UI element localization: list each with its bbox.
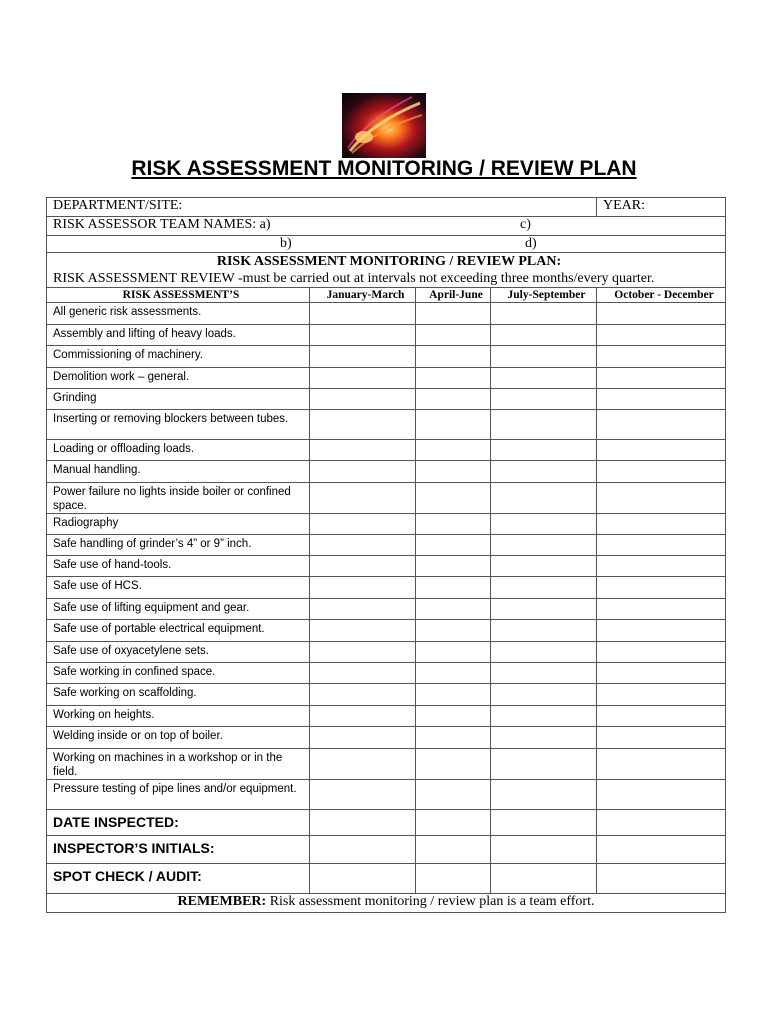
risk-assessment-item: Safe use of portable electrical equipment. <box>47 620 310 642</box>
checkbox-cell-q4[interactable] <box>597 663 726 684</box>
date-inspected-label: DATE INSPECTED: <box>47 810 310 836</box>
checkbox-cell-q4[interactable] <box>597 346 726 368</box>
checkbox-cell-q1[interactable] <box>310 642 416 663</box>
checkbox-cell-q4[interactable] <box>597 706 726 727</box>
checkbox-cell-q3[interactable] <box>491 325 597 346</box>
risk-assessment-item: Commissioning of machinery. <box>47 346 310 368</box>
table-row <box>47 599 726 620</box>
checkbox-cell-q3[interactable] <box>491 663 597 684</box>
checkbox-cell-q1[interactable] <box>310 346 416 368</box>
checkbox-cell-q3[interactable] <box>491 577 597 599</box>
checkbox-cell-q2[interactable] <box>416 410 491 440</box>
checkbox-cell-q2[interactable] <box>416 556 491 577</box>
checkbox-cell-q2[interactable] <box>416 346 491 368</box>
team-label: RISK ASSESSOR TEAM NAMES: a) <box>53 217 271 232</box>
checkbox-cell-q3[interactable] <box>491 706 597 727</box>
checkbox-cell-q4[interactable] <box>597 642 726 663</box>
spot-check-row <box>47 864 726 894</box>
checkbox-cell-q1[interactable] <box>310 410 416 440</box>
checkbox-cell-q1[interactable] <box>310 620 416 642</box>
checkbox-cell-q1[interactable] <box>310 483 416 514</box>
risk-assessment-item: Safe use of hand-tools. <box>47 556 310 577</box>
company-logo <box>342 93 426 158</box>
table-row <box>47 706 726 727</box>
checkbox-cell-q2[interactable] <box>416 620 491 642</box>
checkbox-cell-q3[interactable] <box>491 535 597 556</box>
plan-heading-cell <box>47 253 726 288</box>
checkbox-cell-q4[interactable] <box>597 325 726 346</box>
risk-assessment-item: Radiography <box>47 514 310 535</box>
table-row <box>47 514 726 535</box>
checkbox-cell-q1[interactable] <box>310 556 416 577</box>
team-row-2 <box>47 236 726 253</box>
checkbox-cell-q3[interactable] <box>491 514 597 535</box>
checkbox-cell-q3[interactable] <box>491 461 597 483</box>
table-row <box>47 461 726 483</box>
table-row <box>47 577 726 599</box>
checkbox-cell-q2[interactable] <box>416 535 491 556</box>
team-b-label: b) <box>280 236 292 251</box>
checkbox-cell-q3[interactable] <box>491 346 597 368</box>
risk-assessment-item: Demolition work – general. <box>47 368 310 389</box>
inspector-initials-cell-q3[interactable] <box>491 836 597 864</box>
table-row <box>47 303 726 325</box>
checkbox-cell-q4[interactable] <box>597 749 726 780</box>
department-field[interactable]: DEPARTMENT/SITE: <box>47 198 597 217</box>
inspector-initials-label: INSPECTOR’S INITIALS: <box>47 836 310 864</box>
table-row <box>47 368 726 389</box>
checkbox-cell-q2[interactable] <box>416 727 491 749</box>
risk-assessment-item: Assembly and lifting of heavy loads. <box>47 325 310 346</box>
checkbox-cell-q3[interactable] <box>491 303 597 325</box>
team-names-field-2[interactable] <box>47 236 726 253</box>
date-inspected-cell-q2[interactable] <box>416 810 491 836</box>
checkbox-cell-q4[interactable] <box>597 483 726 514</box>
checkbox-cell-q4[interactable] <box>597 620 726 642</box>
checkbox-cell-q4[interactable] <box>597 556 726 577</box>
column-header-q2: April-June <box>416 288 491 303</box>
checkbox-cell-q4[interactable] <box>597 410 726 440</box>
review-plan-table <box>46 197 726 913</box>
page-title: RISK ASSESSMENT MONITORING / REVIEW PLAN <box>131 157 637 180</box>
team-names-field[interactable] <box>47 217 726 236</box>
risk-assessment-item: All generic risk assessments. <box>47 303 310 325</box>
checkbox-cell-q3[interactable] <box>491 389 597 410</box>
column-header-q1: January-March <box>310 288 416 303</box>
checkbox-cell-q1[interactable] <box>310 749 416 780</box>
checkbox-cell-q4[interactable] <box>597 727 726 749</box>
checkbox-cell-q1[interactable] <box>310 663 416 684</box>
inspector-initials-cell-q2[interactable] <box>416 836 491 864</box>
spot-check-cell-q4[interactable] <box>597 864 726 894</box>
department-row <box>47 198 726 217</box>
checkbox-cell-q1[interactable] <box>310 577 416 599</box>
table-row <box>47 684 726 706</box>
table-row <box>47 535 726 556</box>
table-row <box>47 642 726 663</box>
risk-assessment-item: Welding inside or on top of boiler. <box>47 727 310 749</box>
remember-label: REMEMBER: <box>177 894 267 909</box>
risk-assessment-item: Inserting or removing blockers between tubes. <box>47 410 310 440</box>
checkbox-cell-q3[interactable] <box>491 727 597 749</box>
checkbox-cell-q2[interactable] <box>416 663 491 684</box>
checkbox-cell-q3[interactable] <box>491 440 597 461</box>
remember-text: Risk assessment monitoring / review plan is a team effort. <box>266 894 595 909</box>
checkbox-cell-q1[interactable] <box>310 727 416 749</box>
spot-check-label: SPOT CHECK / AUDIT: <box>47 864 310 894</box>
table-row <box>47 780 726 810</box>
risk-assessment-item: Grinding <box>47 389 310 410</box>
checkbox-cell-q2[interactable] <box>416 749 491 780</box>
spot-check-cell-q3[interactable] <box>491 864 597 894</box>
team-row-1 <box>47 217 726 236</box>
risk-assessment-item: Working on heights. <box>47 706 310 727</box>
checkbox-cell-q2[interactable] <box>416 684 491 706</box>
remember-note <box>47 894 726 913</box>
table-row <box>47 483 726 514</box>
checkbox-cell-q3[interactable] <box>491 620 597 642</box>
checkbox-cell-q1[interactable] <box>310 325 416 346</box>
table-row <box>47 620 726 642</box>
checkbox-cell-q1[interactable] <box>310 368 416 389</box>
spot-check-cell-q2[interactable] <box>416 864 491 894</box>
checkbox-cell-q2[interactable] <box>416 461 491 483</box>
checkbox-cell-q1[interactable] <box>310 461 416 483</box>
checkbox-cell-q4[interactable] <box>597 303 726 325</box>
risk-assessment-item: Manual handling. <box>47 461 310 483</box>
checkbox-cell-q4[interactable] <box>597 461 726 483</box>
checkbox-cell-q2[interactable] <box>416 599 491 620</box>
inspector-initials-cell-q1[interactable] <box>310 836 416 864</box>
checkbox-cell-q4[interactable] <box>597 780 726 810</box>
checkbox-cell-q1[interactable] <box>310 440 416 461</box>
checkbox-cell-q2[interactable] <box>416 577 491 599</box>
risk-assessment-item: Safe use of lifting equipment and gear. <box>47 599 310 620</box>
inspector-initials-row <box>47 836 726 864</box>
checkbox-cell-q3[interactable] <box>491 780 597 810</box>
checkbox-cell-q1[interactable] <box>310 706 416 727</box>
checkbox-cell-q3[interactable] <box>491 410 597 440</box>
column-header-row <box>47 288 726 303</box>
checkbox-cell-q1[interactable] <box>310 514 416 535</box>
checkbox-cell-q2[interactable] <box>416 780 491 810</box>
checkbox-cell-q1[interactable] <box>310 389 416 410</box>
checkbox-cell-q1[interactable] <box>310 599 416 620</box>
checkbox-cell-q2[interactable] <box>416 706 491 727</box>
table-row <box>47 556 726 577</box>
risk-assessment-item: Safe working on scaffolding. <box>47 684 310 706</box>
checkbox-cell-q2[interactable] <box>416 325 491 346</box>
team-c-label: c) <box>520 217 531 232</box>
date-inspected-cell-q1[interactable] <box>310 810 416 836</box>
checkbox-cell-q2[interactable] <box>416 642 491 663</box>
risk-assessment-item: Working on machines in a workshop or in the field. <box>47 749 310 780</box>
checkbox-cell-q3[interactable] <box>491 599 597 620</box>
checkbox-cell-q1[interactable] <box>310 780 416 810</box>
table-row <box>47 727 726 749</box>
risk-assessment-item: Pressure testing of pipe lines and/or equipment. <box>47 780 310 810</box>
checkbox-cell-q4[interactable] <box>597 440 726 461</box>
checkbox-cell-q3[interactable] <box>491 684 597 706</box>
date-inspected-row <box>47 810 726 836</box>
remember-row <box>47 894 726 913</box>
checkbox-cell-q2[interactable] <box>416 440 491 461</box>
checkbox-cell-q4[interactable] <box>597 389 726 410</box>
checkbox-cell-q4[interactable] <box>597 368 726 389</box>
checkbox-cell-q1[interactable] <box>310 303 416 325</box>
checkbox-cell-q1[interactable] <box>310 535 416 556</box>
checkbox-cell-q1[interactable] <box>310 684 416 706</box>
plan-heading: RISK ASSESSMENT MONITORING / REVIEW PLAN: <box>216 254 562 269</box>
checkbox-cell-q3[interactable] <box>491 368 597 389</box>
column-header-q4: October - December <box>597 288 726 303</box>
checkbox-cell-q4[interactable] <box>597 514 726 535</box>
spot-check-cell-q1[interactable] <box>310 864 416 894</box>
table-row <box>47 389 726 410</box>
checkbox-cell-q4[interactable] <box>597 577 726 599</box>
table-row <box>47 440 726 461</box>
column-header-q3: July-September <box>491 288 597 303</box>
table-row <box>47 663 726 684</box>
team-d-label: d) <box>525 236 537 251</box>
checkbox-cell-q4[interactable] <box>597 684 726 706</box>
checkbox-cell-q2[interactable] <box>416 514 491 535</box>
year-field[interactable]: YEAR: <box>597 198 726 217</box>
risk-assessment-item: Loading or offloading loads. <box>47 440 310 461</box>
risk-assessment-item: Safe use of oxyacetylene sets. <box>47 642 310 663</box>
date-inspected-cell-q3[interactable] <box>491 810 597 836</box>
table-row <box>47 325 726 346</box>
table-row <box>47 749 726 780</box>
logo-graphic <box>342 93 426 158</box>
risk-assessment-item: Safe use of HCS. <box>47 577 310 599</box>
checkbox-cell-q2[interactable] <box>416 389 491 410</box>
column-header-risk-assessments: RISK ASSESSMENT’S <box>47 288 310 303</box>
checkbox-cell-q3[interactable] <box>491 483 597 514</box>
checkbox-cell-q2[interactable] <box>416 368 491 389</box>
checkbox-cell-q3[interactable] <box>491 556 597 577</box>
table-row <box>47 346 726 368</box>
checkbox-cell-q4[interactable] <box>597 599 726 620</box>
checkbox-cell-q3[interactable] <box>491 642 597 663</box>
checkbox-cell-q3[interactable] <box>491 749 597 780</box>
checkbox-cell-q2[interactable] <box>416 483 491 514</box>
risk-assessment-item: Safe handling of grinder’s 4” or 9” inch. <box>47 535 310 556</box>
risk-assessment-item: Power failure no lights inside boiler or confined space. <box>47 483 310 514</box>
date-inspected-cell-q4[interactable] <box>597 810 726 836</box>
risk-assessment-item: Safe working in confined space. <box>47 663 310 684</box>
checkbox-cell-q4[interactable] <box>597 535 726 556</box>
checkbox-cell-q2[interactable] <box>416 303 491 325</box>
plan-heading-row <box>47 253 726 288</box>
table-row <box>47 410 726 440</box>
inspector-initials-cell-q4[interactable] <box>597 836 726 864</box>
review-note: RISK ASSESSMENT REVIEW -must be carried out at intervals not exceeding three months/every quarter. <box>53 271 655 286</box>
